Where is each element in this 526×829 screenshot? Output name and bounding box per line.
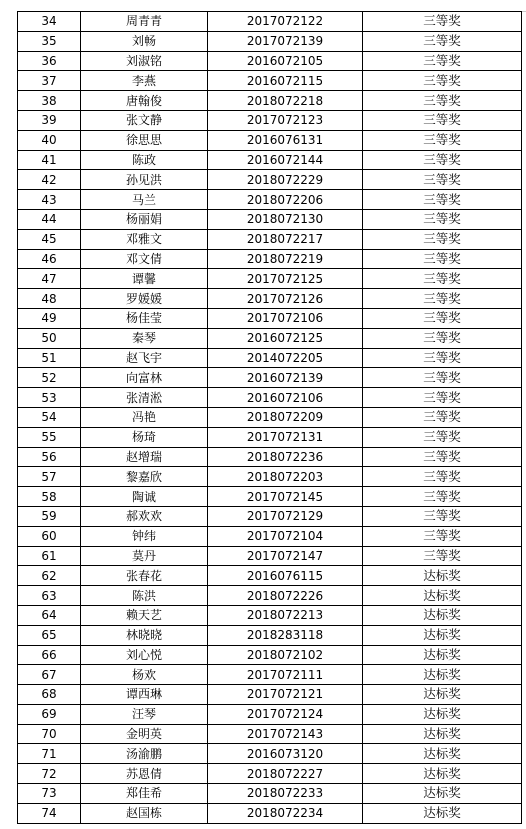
student-name-cell[interactable]: 向富林 (81, 368, 208, 388)
student-id-cell[interactable]: 2017072131 (208, 427, 363, 447)
award-level-cell[interactable]: 达标奖 (363, 605, 522, 625)
award-table-body (18, 12, 522, 824)
table-row (18, 150, 522, 170)
row-number-cell[interactable]: 48 (18, 289, 81, 309)
left-margin (0, 0, 17, 829)
table-row (18, 269, 522, 289)
table-row (18, 665, 522, 685)
award-level-cell[interactable]: 达标奖 (363, 724, 522, 744)
student-id-cell[interactable]: 2018072219 (208, 249, 363, 269)
row-number-cell[interactable]: 60 (18, 526, 81, 546)
award-level-cell[interactable]: 达标奖 (363, 586, 522, 606)
row-number-cell[interactable]: 41 (18, 150, 81, 170)
student-name-cell[interactable]: 张春花 (81, 566, 208, 586)
row-number-cell[interactable]: 43 (18, 190, 81, 210)
student-name-cell[interactable]: 邓雅文 (81, 229, 208, 249)
award-level-cell[interactable]: 三等奖 (363, 388, 522, 408)
table-row (18, 744, 522, 764)
student-name-cell[interactable]: 马兰 (81, 190, 208, 210)
student-id-cell[interactable]: 2018072236 (208, 447, 363, 467)
student-name-cell[interactable]: 陈政 (81, 150, 208, 170)
award-level-cell[interactable]: 三等奖 (363, 407, 522, 427)
student-id-cell[interactable]: 2017072143 (208, 724, 363, 744)
award-level-cell[interactable]: 三等奖 (363, 328, 522, 348)
student-id-cell[interactable]: 2018072203 (208, 467, 363, 487)
student-name-cell[interactable]: 杨佳莹 (81, 308, 208, 328)
row-number-cell[interactable]: 58 (18, 487, 81, 507)
table-row (18, 506, 522, 526)
student-name-cell[interactable]: 莫丹 (81, 546, 208, 566)
award-list-sheet (17, 11, 521, 824)
award-level-cell[interactable]: 达标奖 (363, 784, 522, 804)
student-id-cell[interactable]: 2016072106 (208, 388, 363, 408)
award-level-cell[interactable]: 三等奖 (363, 91, 522, 111)
student-id-cell[interactable]: 2018072233 (208, 784, 363, 804)
award-level-cell[interactable]: 达标奖 (363, 645, 522, 665)
table-row (18, 388, 522, 408)
row-number-cell[interactable]: 35 (18, 31, 81, 51)
table-row (18, 249, 522, 269)
student-name-cell[interactable]: 苏恩倩 (81, 764, 208, 784)
student-id-cell[interactable]: 2016072115 (208, 71, 363, 91)
row-number-cell[interactable]: 40 (18, 130, 81, 150)
award-level-cell[interactable]: 三等奖 (363, 71, 522, 91)
student-name-cell[interactable]: 唐翰俊 (81, 91, 208, 111)
award-level-cell[interactable]: 三等奖 (363, 308, 522, 328)
student-name-cell[interactable]: 刘淑铭 (81, 51, 208, 71)
student-id-cell[interactable]: 2017072145 (208, 487, 363, 507)
table-row (18, 348, 522, 368)
row-number-cell[interactable]: 42 (18, 170, 81, 190)
row-number-cell[interactable]: 68 (18, 685, 81, 705)
row-number-cell[interactable]: 39 (18, 110, 81, 130)
row-number-cell[interactable]: 53 (18, 388, 81, 408)
table-row (18, 170, 522, 190)
table-row (18, 31, 522, 51)
student-name-cell[interactable]: 汤渝鹏 (81, 744, 208, 764)
table-row (18, 110, 522, 130)
award-level-cell[interactable]: 达标奖 (363, 625, 522, 645)
row-number-cell[interactable]: 50 (18, 328, 81, 348)
row-number-cell[interactable]: 64 (18, 605, 81, 625)
award-level-cell[interactable]: 达标奖 (363, 744, 522, 764)
student-id-cell[interactable]: 2017072129 (208, 506, 363, 526)
table-row (18, 764, 522, 784)
table-row (18, 467, 522, 487)
student-name-cell[interactable]: 赵增瑞 (81, 447, 208, 467)
award-level-cell[interactable]: 三等奖 (363, 526, 522, 546)
student-id-cell[interactable]: 2018072227 (208, 764, 363, 784)
student-name-cell[interactable]: 李燕 (81, 71, 208, 91)
row-number-cell[interactable]: 73 (18, 784, 81, 804)
student-name-cell[interactable]: 钟纬 (81, 526, 208, 546)
table-row (18, 704, 522, 724)
student-id-cell[interactable]: 2018072229 (208, 170, 363, 190)
row-number-cell[interactable]: 69 (18, 704, 81, 724)
table-row (18, 605, 522, 625)
award-level-cell[interactable]: 三等奖 (363, 12, 522, 32)
student-name-cell[interactable]: 黎嘉欣 (81, 467, 208, 487)
student-name-cell[interactable]: 张文静 (81, 110, 208, 130)
row-number-cell[interactable]: 66 (18, 645, 81, 665)
student-name-cell[interactable]: 刘畅 (81, 31, 208, 51)
table-row (18, 407, 522, 427)
row-number-cell[interactable]: 51 (18, 348, 81, 368)
student-name-cell[interactable]: 罗媛媛 (81, 289, 208, 309)
row-number-cell[interactable]: 72 (18, 764, 81, 784)
award-level-cell[interactable]: 三等奖 (363, 130, 522, 150)
student-id-cell[interactable]: 2016076131 (208, 130, 363, 150)
student-name-cell[interactable]: 陈洪 (81, 586, 208, 606)
student-id-cell[interactable]: 2014072205 (208, 348, 363, 368)
student-name-cell[interactable]: 邓文倩 (81, 249, 208, 269)
student-id-cell[interactable]: 2017072104 (208, 526, 363, 546)
award-table (17, 11, 522, 824)
student-name-cell[interactable]: 金明英 (81, 724, 208, 744)
student-name-cell[interactable]: 陶诚 (81, 487, 208, 507)
table-row (18, 566, 522, 586)
award-level-cell[interactable]: 三等奖 (363, 31, 522, 51)
award-level-cell[interactable]: 三等奖 (363, 506, 522, 526)
award-level-cell[interactable]: 三等奖 (363, 249, 522, 269)
student-name-cell[interactable]: 郝欢欢 (81, 506, 208, 526)
table-row (18, 586, 522, 606)
table-row (18, 784, 522, 804)
award-level-cell[interactable]: 达标奖 (363, 665, 522, 685)
student-id-cell[interactable]: 2017072147 (208, 546, 363, 566)
row-number-cell[interactable]: 65 (18, 625, 81, 645)
row-number-cell[interactable]: 56 (18, 447, 81, 467)
student-id-cell[interactable]: 2018072217 (208, 229, 363, 249)
table-row (18, 368, 522, 388)
student-id-cell[interactable]: 2018072209 (208, 407, 363, 427)
award-level-cell[interactable]: 达标奖 (363, 566, 522, 586)
student-name-cell[interactable]: 刘心悦 (81, 645, 208, 665)
student-id-cell[interactable]: 2017072122 (208, 12, 363, 32)
row-number-cell[interactable]: 54 (18, 407, 81, 427)
student-name-cell[interactable]: 徐思思 (81, 130, 208, 150)
award-level-cell[interactable]: 达标奖 (363, 704, 522, 724)
student-name-cell[interactable]: 郑佳希 (81, 784, 208, 804)
table-row (18, 427, 522, 447)
student-name-cell[interactable]: 杨丽娟 (81, 209, 208, 229)
award-level-cell[interactable]: 三等奖 (363, 368, 522, 388)
student-id-cell[interactable]: 2016072144 (208, 150, 363, 170)
row-number-cell[interactable]: 62 (18, 566, 81, 586)
award-level-cell[interactable]: 三等奖 (363, 447, 522, 467)
student-name-cell[interactable]: 谭西琳 (81, 685, 208, 705)
row-number-cell[interactable]: 59 (18, 506, 81, 526)
row-number-cell[interactable]: 55 (18, 427, 81, 447)
award-level-cell[interactable]: 三等奖 (363, 546, 522, 566)
student-id-cell[interactable]: 2018072206 (208, 190, 363, 210)
award-level-cell[interactable]: 三等奖 (363, 427, 522, 447)
award-level-cell[interactable]: 三等奖 (363, 229, 522, 249)
student-id-cell[interactable]: 2017072125 (208, 269, 363, 289)
award-level-cell[interactable]: 达标奖 (363, 803, 522, 823)
table-row (18, 71, 522, 91)
award-level-cell[interactable]: 三等奖 (363, 51, 522, 71)
student-id-cell[interactable]: 2018072218 (208, 91, 363, 111)
student-id-cell[interactable]: 2018072213 (208, 605, 363, 625)
row-number-cell[interactable]: 71 (18, 744, 81, 764)
row-number-cell[interactable]: 63 (18, 586, 81, 606)
row-number-cell[interactable]: 37 (18, 71, 81, 91)
row-number-cell[interactable]: 34 (18, 12, 81, 32)
table-row (18, 229, 522, 249)
student-id-cell[interactable]: 2016072139 (208, 368, 363, 388)
student-id-cell[interactable]: 2018072234 (208, 803, 363, 823)
student-id-cell[interactable]: 2017072121 (208, 685, 363, 705)
row-number-cell[interactable]: 70 (18, 724, 81, 744)
student-name-cell[interactable]: 冯艳 (81, 407, 208, 427)
student-id-cell[interactable]: 2017072111 (208, 665, 363, 685)
student-name-cell[interactable]: 杨琦 (81, 427, 208, 447)
row-number-cell[interactable]: 52 (18, 368, 81, 388)
student-name-cell[interactable]: 杨欢 (81, 665, 208, 685)
table-row (18, 91, 522, 111)
student-id-cell[interactable]: 2017072123 (208, 110, 363, 130)
row-number-cell[interactable]: 47 (18, 269, 81, 289)
table-row (18, 209, 522, 229)
student-id-cell[interactable]: 2018072102 (208, 645, 363, 665)
award-level-cell[interactable]: 三等奖 (363, 467, 522, 487)
student-name-cell[interactable]: 秦琴 (81, 328, 208, 348)
award-level-cell[interactable]: 三等奖 (363, 170, 522, 190)
table-row (18, 130, 522, 150)
student-name-cell[interactable]: 赖天艺 (81, 605, 208, 625)
row-number-cell[interactable]: 44 (18, 209, 81, 229)
student-id-cell[interactable]: 2018072130 (208, 209, 363, 229)
student-id-cell[interactable]: 2018072226 (208, 586, 363, 606)
table-row (18, 190, 522, 210)
student-name-cell[interactable]: 林晓晓 (81, 625, 208, 645)
student-id-cell[interactable]: 2017072106 (208, 308, 363, 328)
award-level-cell[interactable]: 达标奖 (363, 764, 522, 784)
table-row (18, 803, 522, 823)
award-level-cell[interactable]: 三等奖 (363, 348, 522, 368)
award-level-cell[interactable]: 三等奖 (363, 190, 522, 210)
award-level-cell[interactable]: 三等奖 (363, 487, 522, 507)
student-id-cell[interactable]: 2017072124 (208, 704, 363, 724)
student-id-cell[interactable]: 2017072126 (208, 289, 363, 309)
table-row (18, 685, 522, 705)
student-name-cell[interactable]: 张清淞 (81, 388, 208, 408)
award-level-cell[interactable]: 三等奖 (363, 209, 522, 229)
student-name-cell[interactable]: 汪琴 (81, 704, 208, 724)
table-row (18, 447, 522, 467)
table-row (18, 51, 522, 71)
table-row (18, 625, 522, 645)
table-row (18, 724, 522, 744)
student-id-cell[interactable]: 2016072105 (208, 51, 363, 71)
award-level-cell[interactable]: 三等奖 (363, 110, 522, 130)
award-level-cell[interactable]: 三等奖 (363, 269, 522, 289)
table-row (18, 546, 522, 566)
table-row (18, 487, 522, 507)
award-level-cell[interactable]: 三等奖 (363, 289, 522, 309)
row-number-cell[interactable]: 45 (18, 229, 81, 249)
table-row (18, 308, 522, 328)
student-name-cell[interactable]: 谭馨 (81, 269, 208, 289)
student-name-cell[interactable]: 孙见洪 (81, 170, 208, 190)
student-name-cell[interactable]: 周青青 (81, 12, 208, 32)
row-number-cell[interactable]: 61 (18, 546, 81, 566)
student-id-cell[interactable]: 2017072139 (208, 31, 363, 51)
table-row (18, 328, 522, 348)
row-number-cell[interactable]: 38 (18, 91, 81, 111)
row-number-cell[interactable]: 46 (18, 249, 81, 269)
award-level-cell[interactable]: 达标奖 (363, 685, 522, 705)
student-name-cell[interactable]: 赵国栋 (81, 803, 208, 823)
row-number-cell[interactable]: 49 (18, 308, 81, 328)
student-id-cell[interactable]: 2016076115 (208, 566, 363, 586)
award-level-cell[interactable]: 三等奖 (363, 150, 522, 170)
row-number-cell[interactable]: 74 (18, 803, 81, 823)
table-row (18, 12, 522, 32)
student-id-cell[interactable]: 2016072125 (208, 328, 363, 348)
student-id-cell[interactable]: 2018283118 (208, 625, 363, 645)
row-number-cell[interactable]: 57 (18, 467, 81, 487)
table-row (18, 645, 522, 665)
student-name-cell[interactable]: 赵飞宇 (81, 348, 208, 368)
row-number-cell[interactable]: 36 (18, 51, 81, 71)
table-row (18, 289, 522, 309)
row-number-cell[interactable]: 67 (18, 665, 81, 685)
student-id-cell[interactable]: 2016073120 (208, 744, 363, 764)
table-row (18, 526, 522, 546)
